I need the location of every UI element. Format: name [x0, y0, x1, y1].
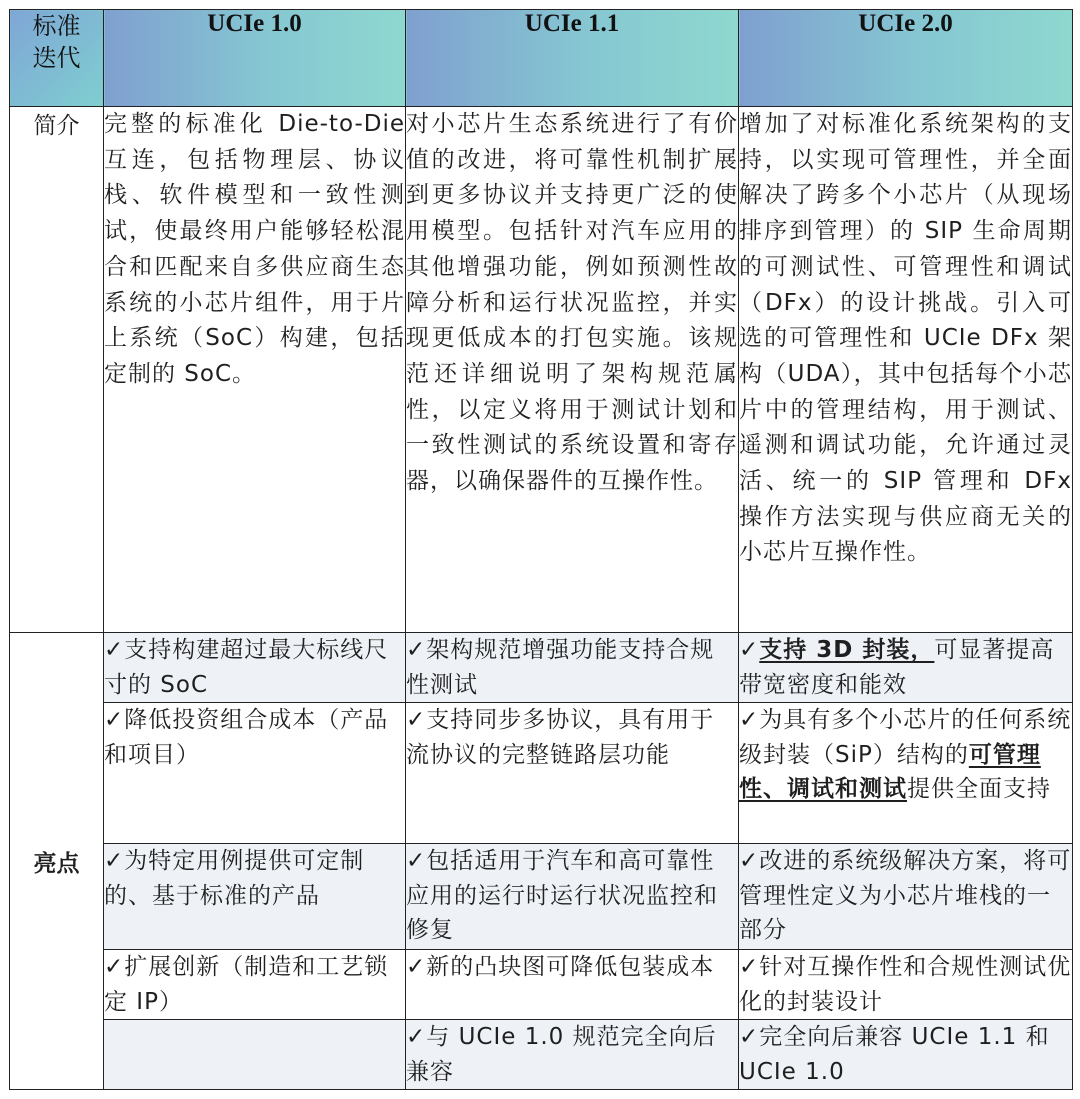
- highlight-emphasis: 支持 3D 封装，: [759, 637, 935, 663]
- highlight-row: [10, 703, 1073, 844]
- highlight-cell-ucie-1-1: ✓支持同步多协议，具有用于流协议的完整链路层功能: [406, 703, 739, 844]
- highlight-text: 提供全面支持: [907, 776, 1051, 802]
- highlight-cell-ucie-1-0: ✓支持构建超过最大标线尺寸的 SoC: [104, 633, 406, 703]
- intro-row-label: 简介: [10, 107, 104, 633]
- highlight-row: [10, 1020, 1073, 1090]
- highlight-cell-ucie-1-0: [104, 1020, 406, 1090]
- highlight-text: ✓: [739, 637, 760, 663]
- highlight-cell-ucie-1-1: ✓包括适用于汽车和高可靠性应用的运行时运行状况监控和修复: [406, 844, 739, 950]
- column-header-ucie-1-1: UCIe 1.1: [406, 10, 739, 107]
- corner-header: [10, 10, 104, 107]
- highlight-cell-ucie-2-0: [739, 703, 1073, 844]
- intro-cell-ucie-1-0: 完整的标准化 Die-to-Die 互连，包括物理层、协议栈、软件模型和一致性测试，使最终用户能够轻松混合和匹配来自多供应商生态系统的小芯片组件，用于片上系统（SoC）构建，包括定制的 SoC。: [104, 107, 406, 633]
- highlight-cell-ucie-1-0: ✓为特定用例提供可定制的、基于标准的产品: [104, 844, 406, 950]
- corner-label: 标准迭代: [32, 12, 81, 72]
- highlight-row: [10, 633, 1073, 703]
- highlight-cell-ucie-1-0: ✓扩展创新（制造和工艺锁定 IP）: [104, 950, 406, 1020]
- highlight-cell-ucie-1-1: ✓与 UCIe 1.0 规范完全向后兼容: [406, 1020, 739, 1090]
- highlight-cell-ucie-1-0: ✓降低投资组合成本（产品和项目）: [104, 703, 406, 844]
- highlight-cell-ucie-2-0: ✓改进的系统级解决方案，将可管理性定义为小芯片堆栈的一部分: [739, 844, 1073, 950]
- highlight-cell-ucie-2-0: ✓针对互操作性和合规性测试优化的封装设计: [739, 950, 1073, 1020]
- column-header-ucie-1-0: UCIe 1.0: [104, 10, 406, 107]
- highlight-text: 可显著提高带宽密度和能效: [739, 637, 1055, 698]
- highlight-cell-ucie-1-1: ✓新的凸块图可降低包装成本: [406, 950, 739, 1020]
- highlight-row: [10, 950, 1073, 1020]
- highlights-row-label: 亮点: [10, 633, 104, 1090]
- intro-row: [10, 107, 1073, 633]
- highlight-cell-ucie-2-0: [739, 633, 1073, 703]
- highlight-cell-ucie-1-1: ✓架构规范增强功能支持合规性测试: [406, 633, 739, 703]
- highlight-cell-ucie-2-0: ✓完全向后兼容 UCIe 1.1 和 UCIe 1.0: [739, 1020, 1073, 1090]
- column-header-ucie-2-0: UCIe 2.0: [739, 10, 1073, 107]
- highlight-emphasis: 可管理性、调试和测试: [739, 741, 1041, 802]
- highlight-row: [10, 844, 1073, 950]
- intro-cell-ucie-1-1: 对小芯片生态系统进行了有价值的改进，将可靠性机制扩展到更多协议并支持更广泛的使用模型。包括针对汽车应用的其他增强功能，例如预测性故障分析和运行状况监控，并实现更低成本的打包实施。该规范还详细说明了架构规范属性，以定义将用于测试计划和一致性测试的系统设置和寄存器，以确保器件的互操作性。: [406, 107, 739, 633]
- header-row: [10, 10, 1073, 107]
- highlight-text: ✓为具有多个小芯片的任何系统级封装（SiP）结构的: [739, 707, 1072, 768]
- ucie-comparison-table: [9, 9, 1073, 1090]
- intro-cell-ucie-2-0: 增加了对标准化系统架构的支持，以实现可管理性，并全面解决了跨多个小芯片（从现场排序到管理）的 SIP 生命周期的可测试性、可管理性和调试（DFx）的设计挑战。引入可选的可管理性和 UCIe DFx 架构（UDA），其中包括每个小芯片中的管理结构，用于测试、遥测和调试功能，允许通过灵活、统一的 SIP 管理和 DFx 操作方法实现与供应商无关的小芯片互操作性。: [739, 107, 1073, 633]
- comparison-table-container: [9, 9, 1072, 1090]
